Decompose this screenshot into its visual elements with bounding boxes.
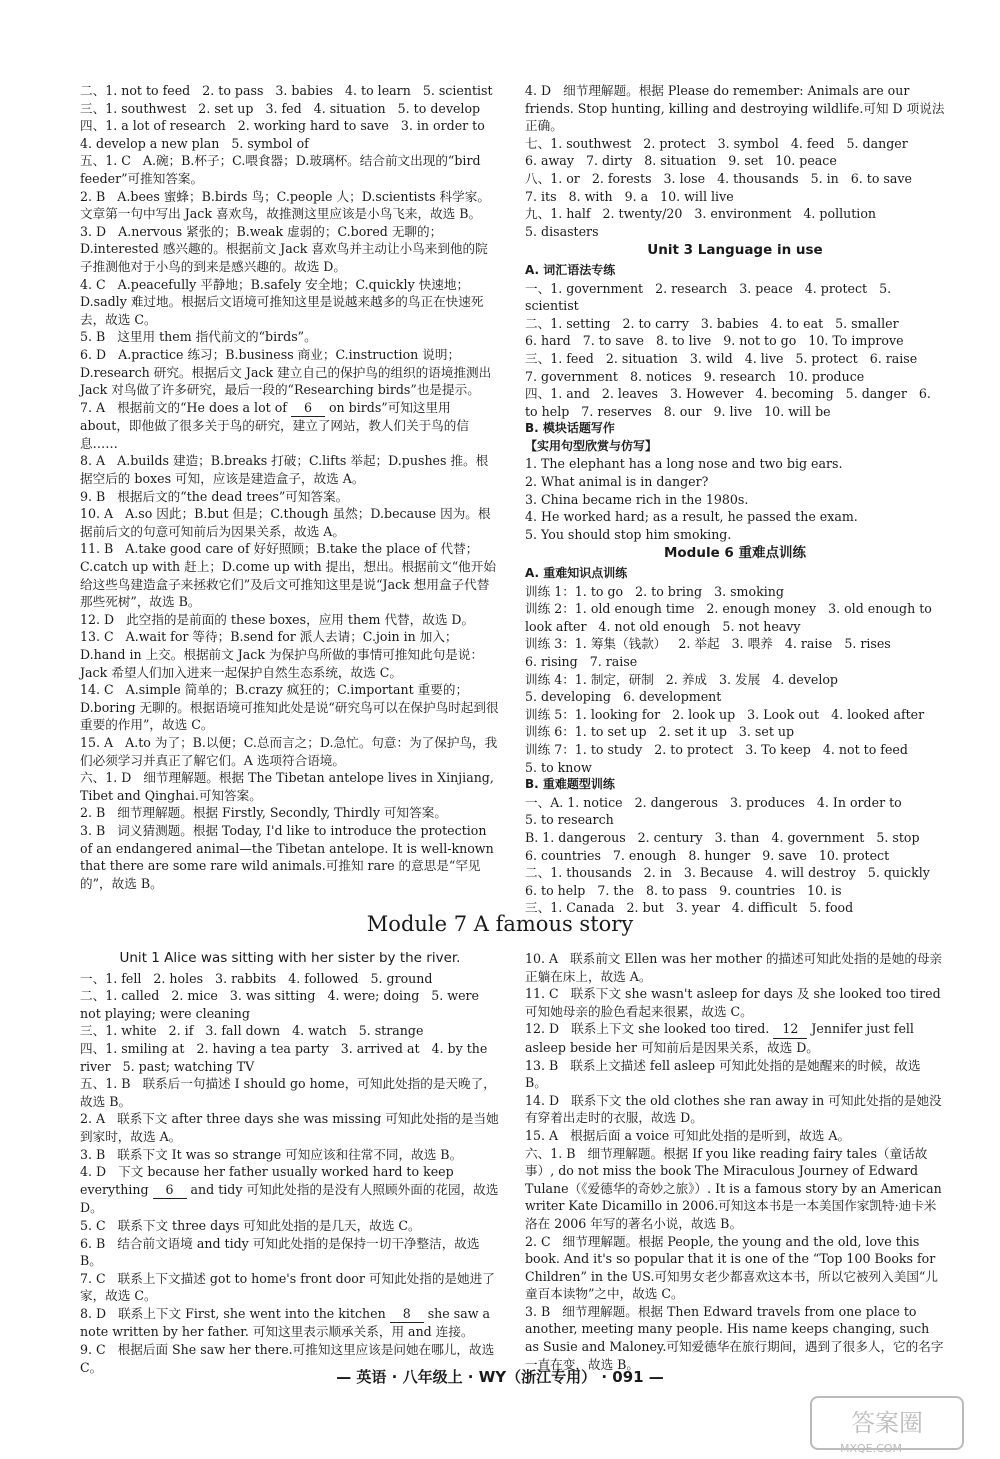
answer-line: 4. He worked hard; as a result, he passed the exam. bbox=[525, 509, 858, 525]
answer-line: 四、1. a lot of research 2. working hard to save 3. in order to bbox=[80, 118, 485, 134]
answer-line: 8. D 联系上下文 First, she went into the kitchen 8 she saw a note written by her father. 可知这里表示顺承关系，用 and 连接。 bbox=[80, 1305, 495, 1340]
answer-line: 六、1. D 细节理解题。根据 The Tibetan antelope lives in Xinjiang, Tibet and Qinghai.可知答案。 bbox=[80, 770, 498, 803]
answer-line: 15. A 根据后面 a voice 可知此处指的是听到，故选 A。 bbox=[525, 1127, 851, 1143]
answer-line: 9. C 根据后面 She saw her there.可推知这里应该是问她在哪儿，故选 C。 bbox=[80, 1342, 499, 1375]
unit3-section-a: A. 词汇语法专练 bbox=[525, 262, 616, 277]
answer-line: 3. D A.nervous 紧张的；B.weak 虚弱的；C.bored 无聊的；D.interested 感兴趣的。根据前文 Jack 喜欢鸟并主动让小鸟来到他的院子推测他对于小鸟的到来是感兴趣的。故选 D。 bbox=[80, 223, 488, 274]
module6-section-b: B. 重难题型训练 bbox=[525, 777, 615, 792]
answer-line: 5. to know bbox=[525, 759, 592, 775]
answer-line: 10. A 联系前文 Ellen was her mother 的描述可知此处指的是她的母亲正躺在床上，故选 A。 bbox=[525, 951, 943, 984]
answer-line: 6. B 结合前文语境 and tidy 可知此处指的是保持一切干净整洁，故选 B。 bbox=[80, 1235, 484, 1269]
blank-number: 8 bbox=[390, 1305, 424, 1324]
answer-line: 11. B A.take good care of 好好照顾；B.take the place of 代替；C.catch up with 赶上；D.come up with 提出，想出。根据前文“他开始给这些鸟建造盒子来拯救它们”及后文可推知这里是说“Jack 想用盒子代替那些死树”，故选 B。 bbox=[80, 541, 496, 610]
answer-line: 7. A 根据前文的“He does a lot of 6 on birds”可知这里用 about，即他做了很多关于鸟的研究，建立了网站，教人们关于鸟的信息…… bbox=[80, 399, 469, 451]
answer-line: 5. C 联系下文 three days 可知此处指的是几天，故选 C。 bbox=[80, 1217, 421, 1233]
answer-line: 7. its 8. with 9. a 10. will live bbox=[525, 188, 734, 204]
answer-line: 7. government 8. notices 9. research 10. produce bbox=[525, 368, 865, 384]
module6-section-a: A. 重难知识点训练 bbox=[525, 566, 628, 581]
answer-line: 训练 5：1. looking for 2. look up 3. Look out 4. looked after bbox=[525, 706, 925, 722]
answer-line: 12. D 联系上下文 she looked too tired. 12 Jennifer just fell asleep beside her 可知前后是因果关系，故选 D。 bbox=[525, 1021, 918, 1055]
blank-number: 6 bbox=[291, 399, 325, 418]
answer-line: 5. You should stop him smoking. bbox=[525, 526, 732, 542]
answer-line: 13. B 联系上文描述 fell asleep 可知此处指的是她醒来的时候，故选 B。 bbox=[525, 1057, 925, 1091]
answer-line: 四、1. smiling at 2. having a tea party 3. arrived at 4. by the river 5. past; watching TV bbox=[80, 1040, 492, 1074]
answer-line: 九、1. half 2. twenty/20 3. environment 4. pollution bbox=[525, 206, 877, 222]
unit3-title: Unit 3 Language in use bbox=[647, 242, 823, 259]
answer-line: 11. C 联系下文 she wasn't asleep for days 及 she looked too tired 可知她母亲的脸色看起来很累，故选 C。 bbox=[525, 986, 945, 1019]
answer-line: 6. D A.practice 练习；B.business 商业；C.instruction 说明；D.research 研究。根据后文 Jack 建立自己的保护鸟的组织的语境推测出 Jack 对鸟做了许多研究，最后一段的“Researching birds”也是提示。 bbox=[80, 346, 496, 398]
answer-line: 5. developing 6. development bbox=[525, 689, 722, 705]
answer-line: 10. A A.so 因此；B.but 但是；C.though 虽然；D.because 因为。根据前后文的句意可知前后为因果关系，故选 A。 bbox=[80, 506, 491, 539]
answer-line: 5. disasters bbox=[525, 223, 599, 239]
answer-line: 五、1. C A.碗；B.杯子；C.喂食器；D.玻璃杯。结合前文出现的“bird feeder”可推知答案。 bbox=[80, 153, 485, 186]
answer-line: 2. B A.bees 蜜蜂；B.birds 鸟；C.people 人；D.scientists 科学家。文章第一句中写出 Jack 喜欢鸟，故推测这里应该是小鸟飞来，故选 B。 bbox=[80, 188, 490, 222]
watermark-text: 答案圈 bbox=[851, 1409, 923, 1437]
left-column-top bbox=[80, 82, 500, 892]
unit3-section-b: B. 模块话题写作 bbox=[525, 421, 615, 436]
answer-line: 4. D 下文 because her father usually worked hard to keep everything 6 and tidy 可知此处指的是没有人照顾外面的花园，故选 D。 bbox=[80, 1164, 503, 1216]
answer-line: 6. to help 7. the 8. to pass 9. countries 10. is bbox=[525, 882, 842, 898]
answer-line: 3. China became rich in the 1980s. bbox=[525, 491, 749, 507]
answer-line: 8. A A.builds 建造；B.breaks 打破；C.lifts 举起；D.pushes 推。根据空后的 boxes 可知，应该是建造盒子，故选 A。 bbox=[80, 453, 489, 487]
answer-line: 训练 3：1. 筹集（钱款） 2. 举起 3. 喂养 4. raise 5. rises bbox=[525, 636, 891, 652]
answer-line: 6. away 7. dirty 8. situation 9. set 10. peace bbox=[525, 153, 837, 169]
answer-line: 二、1. not to feed 2. to pass 3. babies 4. to learn 5. scientist bbox=[80, 83, 493, 98]
answer-line: 三、1. southwest 2. set up 3. fed 4. situation 5. to develop bbox=[80, 100, 481, 116]
left-column-bottom bbox=[80, 950, 503, 1376]
answer-line: 13. C A.wait for 等待；B.send for 派人去请；C.join in 加入；D.hand in 上交。根据前文 Jack 为保护鸟所做的事情可推知此句是说：Jack 希望人们加入进来一起保护自然生态系统，故选 C。 bbox=[80, 629, 484, 680]
watermark-url: MXQE.COM bbox=[840, 1442, 902, 1455]
answer-line: 14. C A.simple 简单的；B.crazy 疯狂的；C.important 重要的；D.boring 无聊的。根据语境可推知此处是说“研究鸟可以在保护鸟时起到很重要的作用”，故选 C。 bbox=[80, 682, 499, 733]
answer-line: 四、1. and 2. leaves 3. However 4. becoming 5. danger 6. to help 7. reserves 8. our 9. live 10. will be bbox=[525, 386, 935, 419]
answer-line: 训练 2：1. old enough time 2. enough money 3. old enough to look after 4. not old enough 5. not heavy bbox=[525, 601, 936, 634]
answer-line: 14. D 联系下文 the old clothes she ran away in 可知此处指的是她没有穿着出走时的衣服，故选 D。 bbox=[525, 1092, 942, 1126]
answer-line: 一、A. 1. notice 2. dangerous 3. produces 4. In order to bbox=[525, 794, 902, 810]
module6-title: Module 6 重难点训练 bbox=[663, 545, 807, 562]
answer-line: 2. B 细节理解题。根据 Firstly, Secondly, Thirdly 可知答案。 bbox=[80, 805, 447, 821]
answer-line: 12. D 此空指的是前面的 these boxes，应用 them 代替，故选 D。 bbox=[80, 611, 475, 627]
unit3-section-b2: 【实用句型欣赏与仿写】 bbox=[525, 438, 658, 453]
answer-line: 2. What animal is in danger? bbox=[525, 474, 709, 490]
answer-line: 3. B 细节理解题。根据 Then Edward travels from one place to another, meeting many people. His name keeps changing, such as Susie and Maloney.可知爱德华在旅行期间，遇到了很多人，它的名字一直在变，故选 B。 bbox=[525, 1303, 944, 1372]
answer-line: 2. C 细节理解题。根据 People, the young and the old, love this book. And it's so popular that it is one of the “Top 100 Books for Children” in the US.可知男女老少都喜欢这本书，所以它被列入美国“儿童百本读物”之中，故选 C。 bbox=[525, 1233, 940, 1302]
answer-line: 一、1. fell 2. holes 3. rabbits 4. followed 5. ground bbox=[80, 970, 433, 986]
answer-line: 2. A 联系下文 after three days she was missing 可知此处指的是当她到家时，故选 A。 bbox=[80, 1111, 499, 1144]
answer-line: 4. develop a new plan 5. symbol of bbox=[80, 135, 309, 151]
answer-line: 3. B 联系下文 It was so strange 可知应该和往常不同，故选 B。 bbox=[80, 1146, 463, 1162]
answer-line: 三、1. white 2. if 3. fall down 4. watch 5. strange bbox=[80, 1023, 424, 1039]
answer-line: 3. B 词义猜测题。根据 Today, I'd like to introduce the protection of an endangered animal—the Tibetan antelope. It is well-known that there are some rare wild animals.可推知 rare 的意思是“罕见的”，故选 B。 bbox=[80, 822, 498, 891]
answer-line: 二、1. thousands 2. in 3. Because 4. will destroy 5. quickly bbox=[525, 865, 930, 881]
answer-line: 9. B 根据后文的“the dead trees”可知答案。 bbox=[80, 488, 349, 504]
answer-line: 15. A A.to 为了；B.以便；C.总而言之；D.急忙。句意：为了保护鸟，我们必须学习并真正了解它们。A 选项符合语境。 bbox=[80, 734, 498, 768]
right-column-top bbox=[525, 82, 945, 917]
answer-line: 6. countries 7. enough 8. hunger 9. save 10. protect bbox=[525, 847, 890, 863]
answer-line: 5. B 这里用 them 指代前文的“birds”。 bbox=[80, 329, 317, 345]
blank-number: 6 bbox=[153, 1181, 187, 1200]
answer-line: 三、1. Canada 2. but 3. year 4. difficult 5. food bbox=[525, 900, 854, 916]
answer-line: 7. C 联系上下文描述 got to home's front door 可知此处指的是她进了家，故选 C。 bbox=[80, 1270, 495, 1304]
answer-line: 二、1. called 2. mice 3. was sitting 4. were; doing 5. were not playing; were cleaning bbox=[80, 988, 484, 1021]
answer-line: B. 1. dangerous 2. century 3. than 4. government 5. stop bbox=[525, 829, 920, 845]
answer-line: 六、1. B 细节理解题。根据 If you like reading fairy tales（童话故事）, do not miss the book The Miraculous Journey of Edward Tulane（《爱德华的奇妙之旅》）. It is a famous story by an American writer Kate Dicamillo in 2006.可知这本书是一本美国作家凯特·迪卡米洛在 2006 年写的著名小说，故选 B。 bbox=[525, 1145, 946, 1231]
answer-line: 七、1. southwest 2. protect 3. symbol 4. feed 5. danger bbox=[525, 135, 908, 151]
answer-line: 1. The elephant has a long nose and two big ears. bbox=[525, 456, 843, 472]
right-column-bottom bbox=[525, 950, 945, 1373]
module7-title: Module 7 A famous story bbox=[366, 912, 634, 936]
answer-line: 训练 4：1. 制定，研制 2. 养成 3. 发展 4. develop bbox=[525, 671, 838, 687]
answer-line: 五、1. B 联系后一句描述 I should go home，可知此处指的是天晚了，故选 B。 bbox=[80, 1076, 496, 1109]
answer-line: 一、1. government 2. research 3. peace 4. protect 5. scientist bbox=[525, 280, 896, 314]
blank-number: 12 bbox=[773, 1020, 807, 1039]
page-footer: — 英语 · 八年级上 · WY（浙江专用） · 091 — bbox=[336, 1368, 664, 1386]
answer-line: 训练 7：1. to study 2. to protect 3. To keep 4. not to feed bbox=[525, 741, 908, 757]
answer-line: 6. rising 7. raise bbox=[525, 654, 638, 669]
answer-line: 训练 1：1. to go 2. to bring 3. smoking bbox=[525, 583, 784, 599]
answer-line: 三、1. feed 2. situation 3. wild 4. live 5. protect 6. raise bbox=[525, 350, 918, 366]
answer-line: 4. D 细节理解题。根据 Please do remember: Animals are our friends. Stop hunting, killing and destroying wildlife.可知 D 项说法正确。 bbox=[525, 83, 945, 134]
m7-unit1-title: Unit 1 Alice was sitting with her sister by the river. bbox=[119, 950, 461, 966]
answer-line: 6. hard 7. to save 8. to live 9. not to go 10. To improve bbox=[525, 333, 904, 349]
answer-line: 训练 6：1. to set up 2. set it up 3. set up bbox=[525, 724, 795, 740]
answer-line: 二、1. setting 2. to carry 3. babies 4. to eat 5. smaller bbox=[525, 315, 899, 331]
answer-line: 5. to research bbox=[525, 812, 614, 828]
answer-line: 4. C A.peacefully 平静地；B.safely 安全地；C.quickly 快速地；D.sadly 难过地。根据后文语境可推知这里是说越来越多的鸟正在快速死去，故选 C。 bbox=[80, 276, 484, 327]
answer-line: 八、1. or 2. forests 3. lose 4. thousands 5. in 6. to save bbox=[525, 170, 912, 186]
